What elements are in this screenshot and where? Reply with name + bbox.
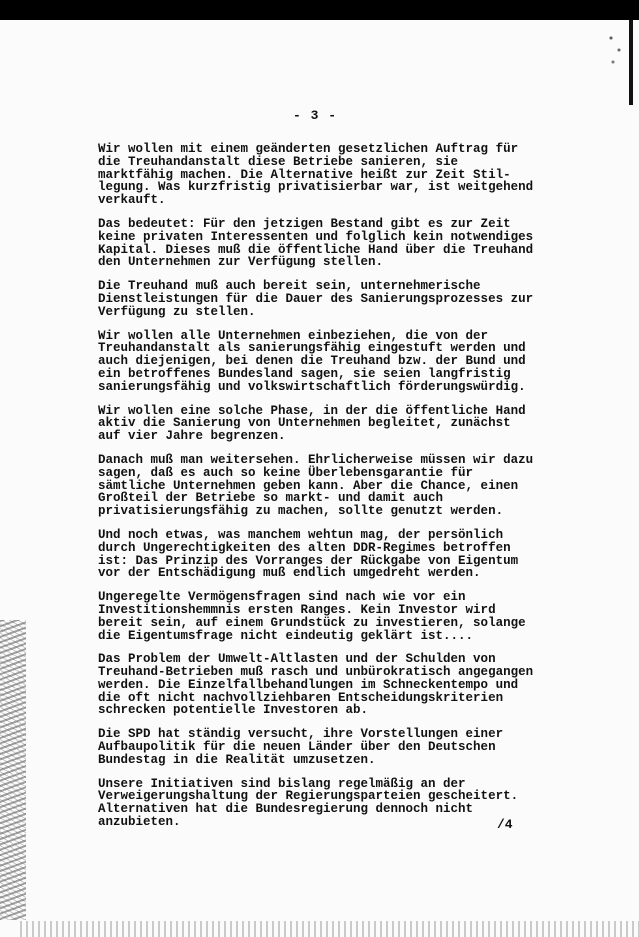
text-line: auf vier Jahre begrenzen. (98, 429, 286, 444)
text-line: legung. Was kurzfristig privatisierbar war, ist weitgehend (98, 180, 534, 195)
text-line: sanierungsfähig und volkswirtschaftlich förderungswürdig. (98, 379, 526, 394)
text-line: Die Treuhand muß auch bereit sein, unternehmerische (98, 279, 481, 294)
scan-edge-mark (629, 20, 633, 105)
scan-specks (605, 30, 625, 70)
text-line: marktfähig machen. Die Alternative heißt zur Zeit Stil- (98, 167, 511, 182)
text-line: Bundestag in die Realität umzusetzen. (98, 752, 376, 767)
text-line: Das Problem der Umwelt-Altlasten und der Schulden von (98, 652, 496, 667)
text-line: anzubieten. (98, 815, 181, 830)
text-line: die Treuhandanstalt diese Betriebe sanieren, sie (98, 154, 459, 169)
paragraph-2 (98, 216, 534, 270)
paragraph-6 (98, 452, 534, 519)
text-line: durch Ungerechtigkeiten des alten DDR-Regimes betroffen (98, 540, 511, 555)
continuation-marker: /4 (497, 817, 513, 832)
text-line: Danach muß man weitersehen. Ehrlicherweise müssen wir dazu (98, 452, 534, 467)
text-line: die Eigentumsfrage nicht eindeutig geklärt ist.... (98, 628, 474, 643)
paragraph-9 (98, 652, 534, 718)
text-line: vor der Entschädigung muß endlich umgedreht werden. (98, 566, 481, 581)
scan-edge-noise-bottom (20, 921, 639, 937)
paragraph-10 (98, 728, 528, 766)
page-number: - 3 - (293, 108, 338, 123)
text-line: schrecken potentielle Investoren ab. (98, 703, 369, 718)
paragraph-1 (98, 142, 534, 208)
text-line: die oft nicht nachvollziehbaren Entscheidungskriterien (98, 690, 504, 705)
text-line: Dienstleistungen für die Dauer des Sanierungsprozesses zur (98, 291, 534, 306)
text-line: den Unternehmen zur Verfügung stellen. (98, 255, 384, 270)
text-line: Unsere Initiativen sind bislang regelmäßig an der (98, 776, 466, 791)
text-line: Alternativen hat die Bundesregierung dennoch nicht (98, 802, 474, 817)
scan-top-border (0, 0, 639, 20)
text-line: Treuhandanstalt als sanierungsfähig eingestuft werden und (98, 341, 526, 356)
text-line: Verfügung zu stellen. (98, 304, 256, 319)
text-line: aktiv die Sanierung von Unternehmen begleitet, zunächst (98, 416, 511, 431)
text-line: Großteil der Betriebe so markt- und damit auch (98, 491, 444, 506)
text-line: Treuhand-Betrieben muß rasch und unbürokratisch angegangen (98, 665, 534, 680)
scan-edge-noise-left (0, 620, 26, 920)
text-line: verkauft. (98, 193, 166, 208)
text-line: Wir wollen alle Unternehmen einbeziehen, die von der (98, 328, 489, 343)
text-line: Ungeregelte Vermögensfragen sind nach wie vor ein (98, 590, 466, 605)
text-line: Wir wollen mit einem geänderten gesetzlichen Auftrag für (98, 142, 519, 156)
text-line: Aufbaupolitik für die neuen Länder über den Deutschen (98, 740, 496, 755)
text-line: Verweigerungshaltung der Regierungsparteien gescheitert. (98, 789, 519, 804)
text-line: ist: Das Prinzip des Vorranges der Rückgabe von Eigentum (98, 553, 519, 568)
document-body (98, 142, 534, 840)
paragraph-3 (98, 279, 534, 319)
text-line: keine privaten Interessenten und folglich kein notwendiges (98, 229, 534, 244)
text-line: privatisierungsfähig zu machen, sollte genutzt werden. (98, 504, 504, 519)
text-line: bereit sein, auf einem Grundstück zu investieren, solange (98, 615, 526, 630)
text-line: auch diejenigen, bei denen die Treuhand bzw. der Bund und (98, 354, 526, 369)
text-line: sagen, daß es auch so keine Überlebensgarantie für (98, 465, 474, 480)
paragraph-5 (98, 405, 528, 443)
text-line: Das bedeutet: Für den jetzigen Bestand gibt es zur Zeit (98, 216, 511, 231)
paragraph-7 (98, 529, 528, 580)
text-line: Die SPD hat ständig versucht, ihre Vorstellungen einer (98, 727, 504, 742)
text-line: Investitionshemmnis ersten Ranges. Kein Investor wird (98, 602, 496, 617)
text-line: werden. Die Einzelfallbehandlungen im Schneckentempo und (98, 677, 519, 692)
paragraph-8 (98, 591, 528, 642)
text-line: Wir wollen eine solche Phase, in der die öffentliche Hand (98, 403, 526, 418)
text-line: sämtliche Unternehmen geben kann. Aber die Chance, einen (98, 478, 519, 493)
paragraph-11 (98, 778, 528, 829)
paragraph-4 (98, 330, 528, 394)
text-line: ein betroffenes Bundesland sagen, sie seien langfristig (98, 366, 511, 381)
text-line: Und noch etwas, was manchem wehtun mag, der persönlich (98, 527, 504, 542)
text-line: Kapital. Dieses muß die öffentliche Hand über die Treuhand (98, 242, 534, 257)
